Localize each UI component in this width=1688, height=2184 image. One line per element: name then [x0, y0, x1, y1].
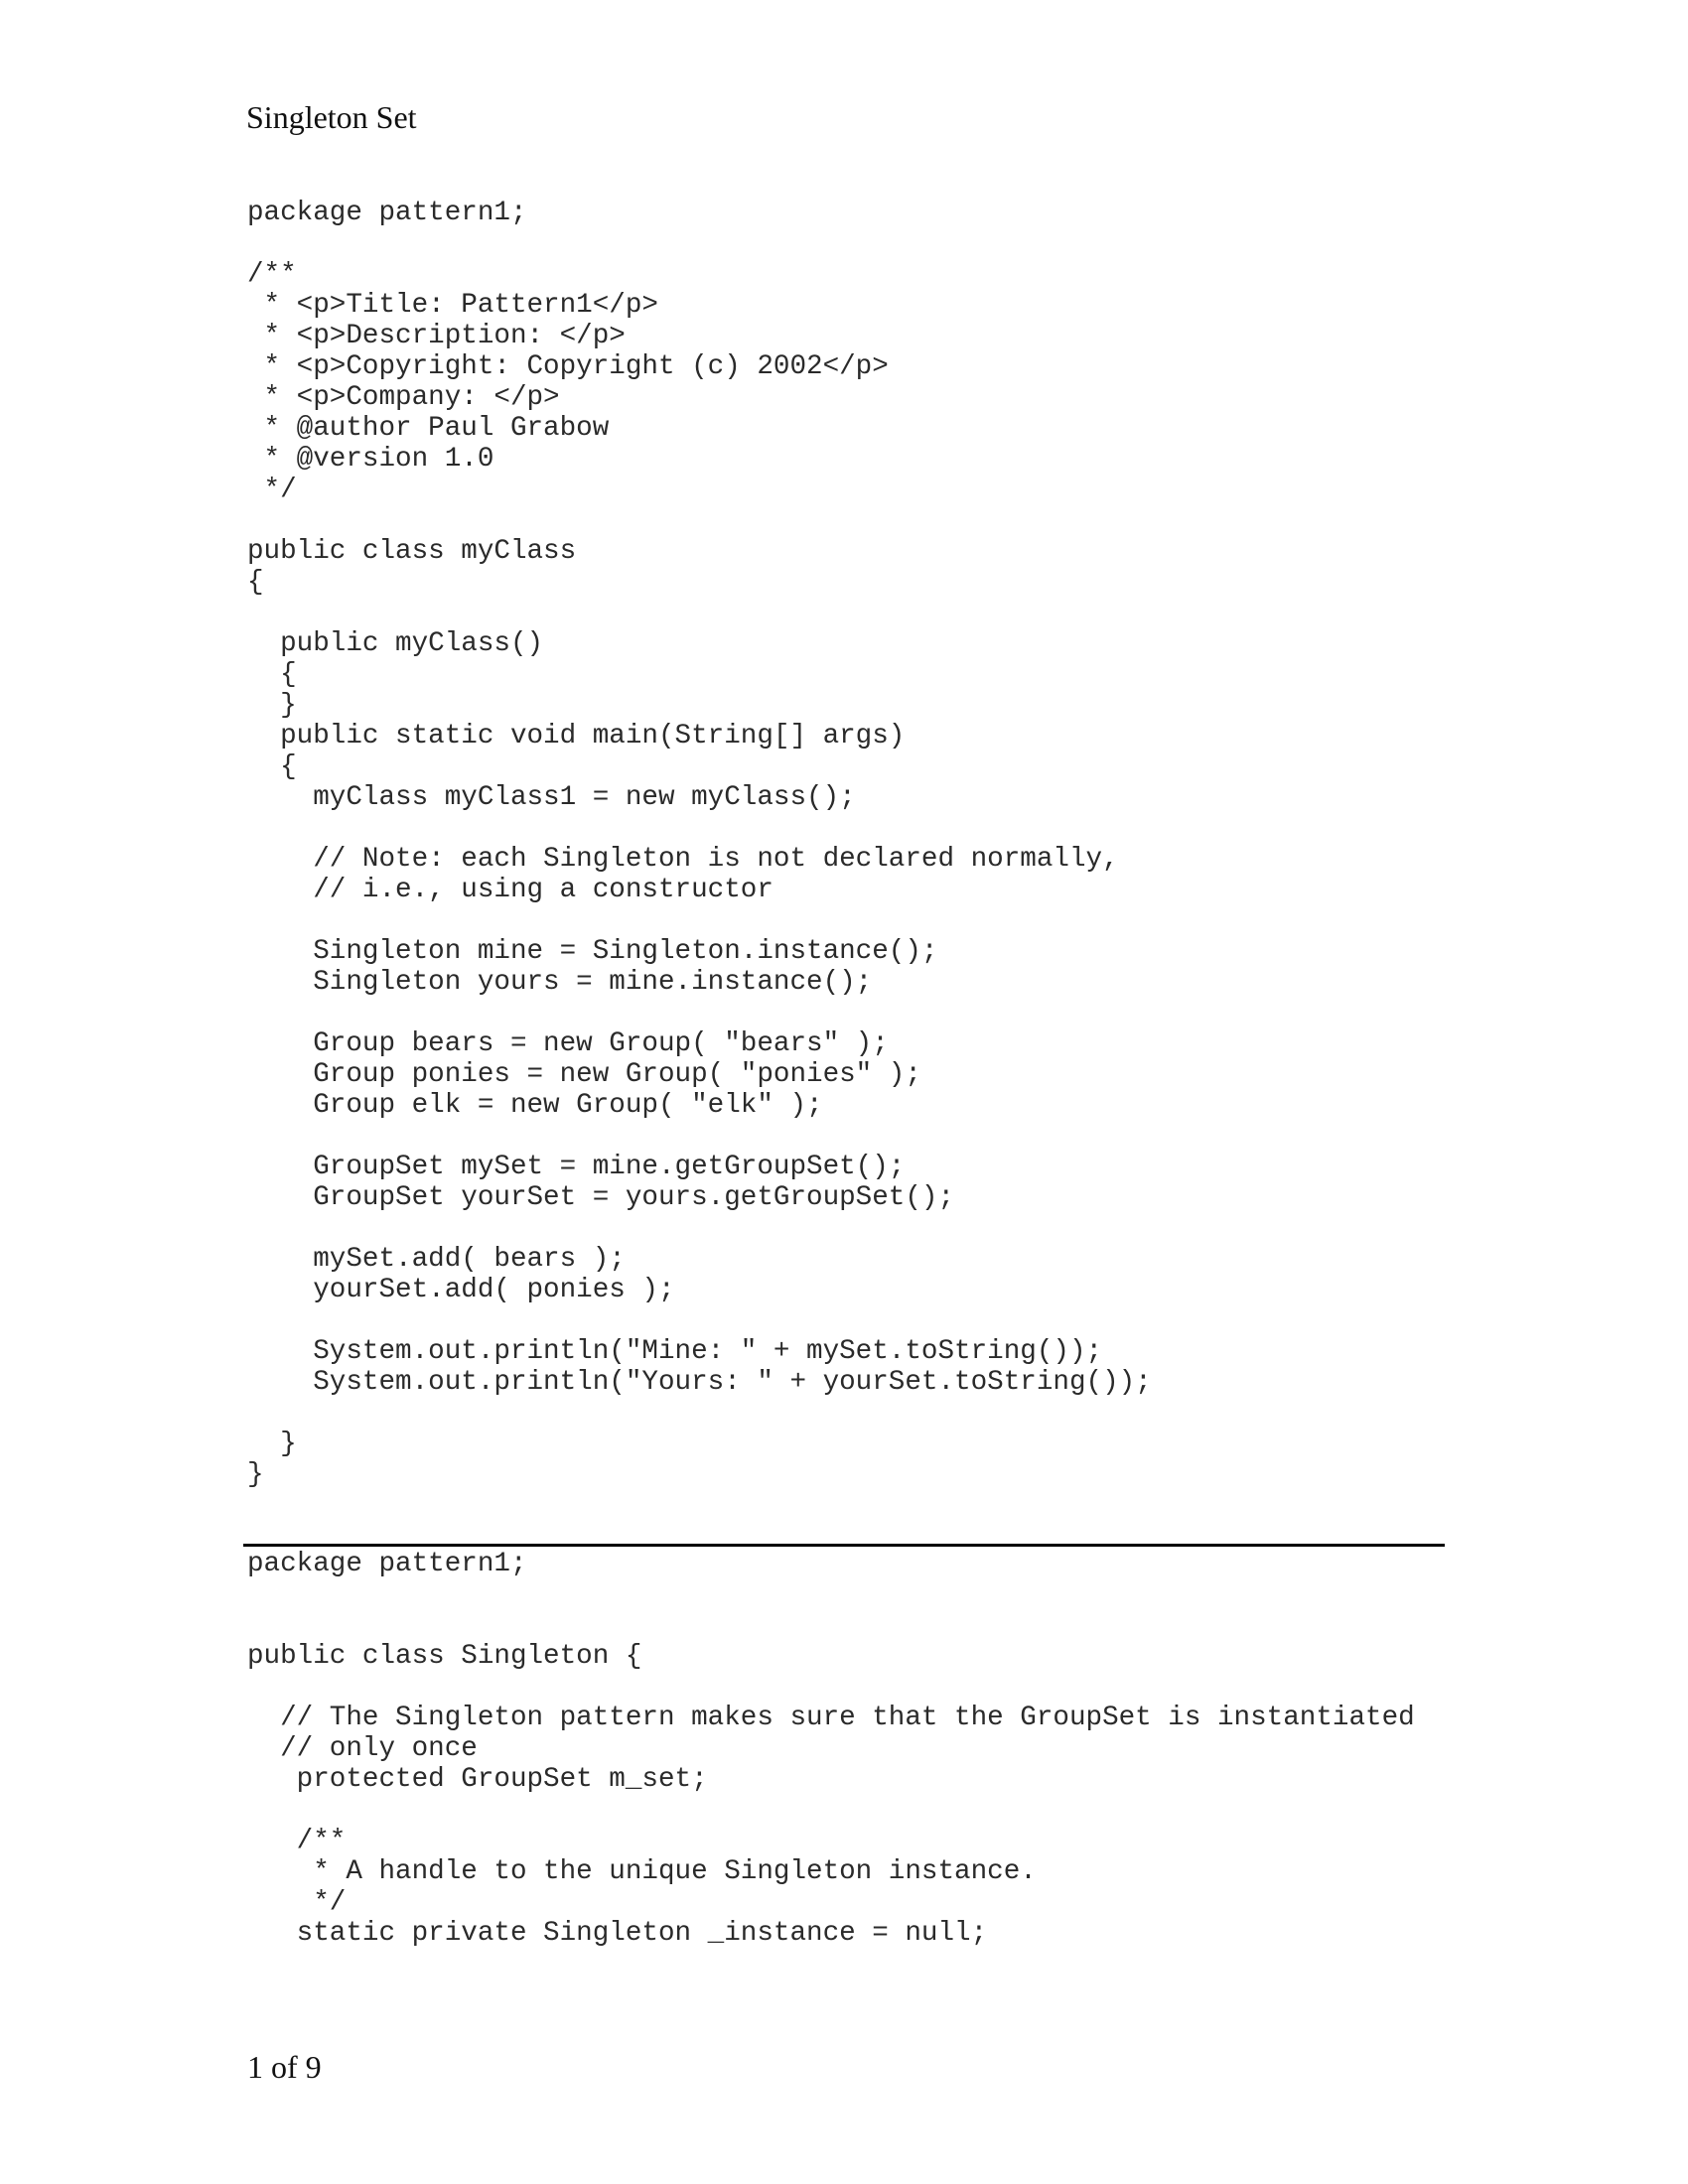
code-line: * @author Paul Grabow [247, 413, 610, 444]
code-line: System.out.println("Yours: " + yourSet.toString()); [247, 1367, 1152, 1398]
code-line: // only once [247, 1733, 478, 1764]
code-line: Singleton mine = Singleton.instance(); [247, 936, 938, 967]
code-line [247, 1398, 1152, 1429]
code-line [247, 1305, 1152, 1336]
code-line: // Note: each Singleton is not declared normally, [247, 844, 1119, 875]
code-line: * <p>Description: </p> [247, 321, 626, 351]
code-line: package pattern1; [247, 198, 527, 228]
code-line: Group elk = new Group( "elk" ); [247, 1090, 823, 1121]
code-line [247, 1213, 1152, 1244]
code-line: * @version 1.0 [247, 444, 494, 475]
code-line: mySet.add( bears ); [247, 1244, 626, 1275]
code-line: package pattern1; [247, 1549, 527, 1579]
code-line: myClass myClass1 = new myClass(); [247, 782, 856, 813]
code-line: public myClass() [247, 628, 544, 659]
code-line [247, 1579, 1415, 1610]
code-line: Singleton yours = mine.instance(); [247, 967, 873, 998]
code-line: System.out.println("Mine: " + mySet.toString()); [247, 1336, 1103, 1367]
code-line: protected GroupSet m_set; [247, 1764, 708, 1795]
code-line: /** [247, 1826, 347, 1856]
page-title: Singleton Set [246, 99, 417, 135]
code-line: Group ponies = new Group( "ponies" ); [247, 1059, 921, 1090]
code-line: { [247, 659, 297, 690]
code-line [247, 1610, 1415, 1641]
code-line: } [247, 1429, 297, 1459]
code-line [247, 598, 1152, 628]
code-line: } [247, 1459, 264, 1490]
code-line: public static void main(String[] args) [247, 721, 906, 751]
code-line: * <p>Company: </p> [247, 382, 560, 413]
code-listing-singleton [247, 1549, 1415, 1949]
code-line: public class Singleton { [247, 1641, 642, 1672]
code-listing-myclass [247, 198, 1152, 1490]
code-line: /** [247, 259, 297, 290]
section-divider [243, 1544, 1445, 1547]
code-line: */ [247, 475, 297, 505]
code-line: * A handle to the unique Singleton instance. [247, 1856, 1037, 1887]
code-line [247, 905, 1152, 936]
code-line [247, 1672, 1415, 1703]
code-line: // The Singleton pattern makes sure that the GroupSet is instantiated [247, 1703, 1415, 1733]
code-line: // i.e., using a constructor [247, 875, 774, 905]
code-line: yourSet.add( ponies ); [247, 1275, 675, 1305]
code-line: GroupSet mySet = mine.getGroupSet(); [247, 1152, 906, 1182]
code-line: { [247, 567, 264, 598]
code-line: * <p>Title: Pattern1</p> [247, 290, 658, 321]
code-line [247, 505, 1152, 536]
code-line [247, 998, 1152, 1028]
code-line [247, 813, 1152, 844]
code-line: { [247, 751, 297, 782]
code-line: Group bears = new Group( "bears" ); [247, 1028, 889, 1059]
code-line: GroupSet yourSet = yours.getGroupSet(); [247, 1182, 955, 1213]
code-line: static private Singleton _instance = null; [247, 1918, 988, 1949]
code-line [247, 228, 1152, 259]
code-line: */ [247, 1887, 347, 1918]
code-line: * <p>Copyright: Copyright (c) 2002</p> [247, 351, 889, 382]
code-line [247, 1795, 1415, 1826]
page-number: 1 of 9 [247, 2049, 322, 2085]
code-line: } [247, 690, 297, 721]
code-line [247, 1121, 1152, 1152]
code-line: public class myClass [247, 536, 577, 567]
